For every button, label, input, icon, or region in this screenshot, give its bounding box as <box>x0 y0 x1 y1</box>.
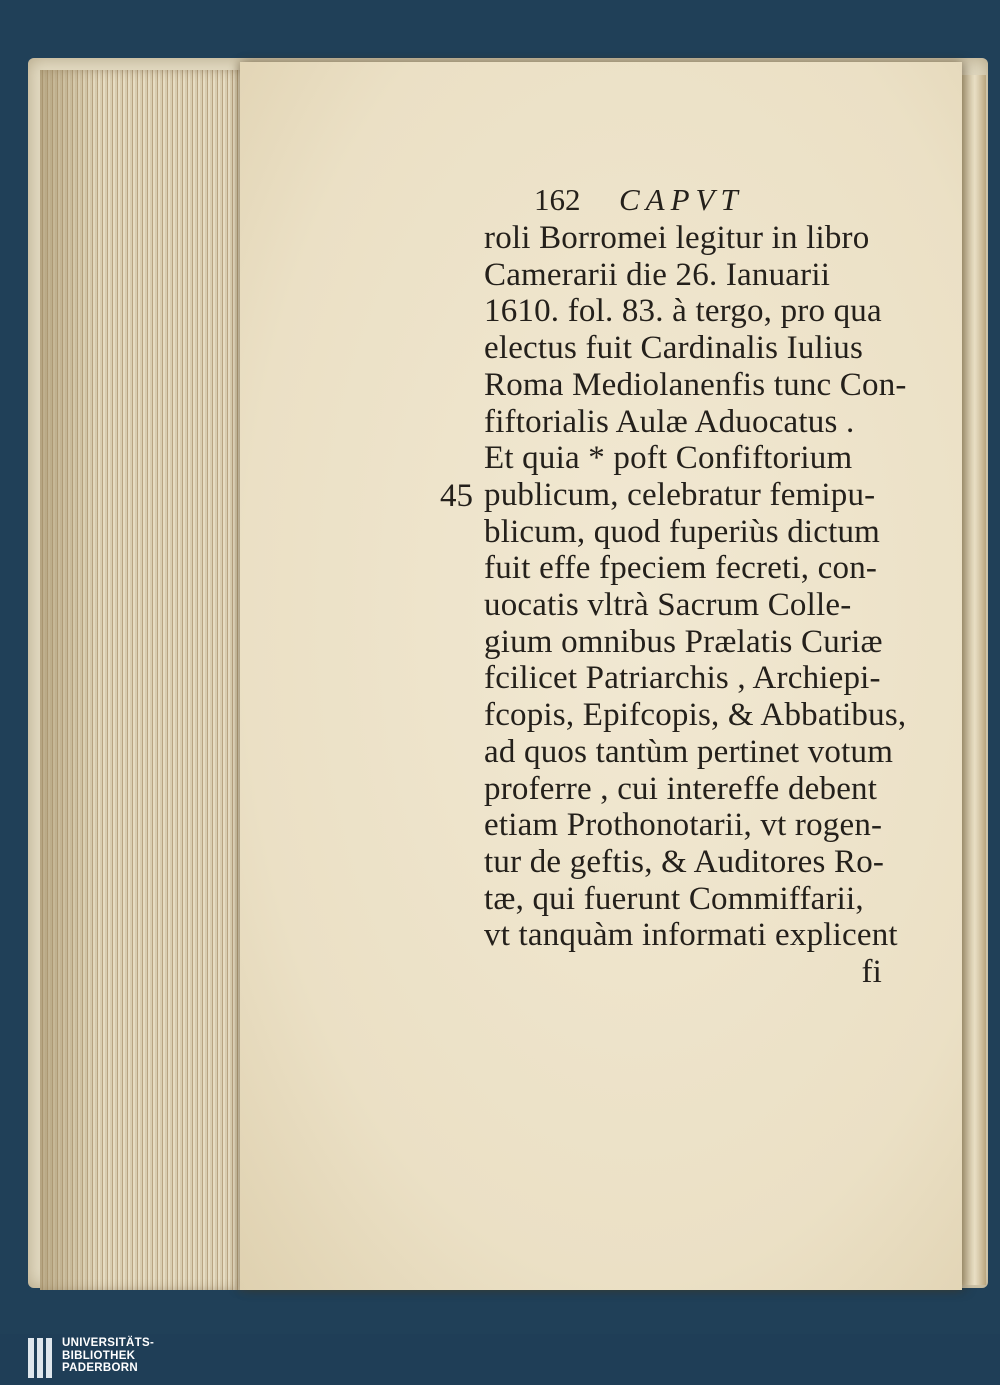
text-line: Roma Mediolanenfis tunc Con- <box>484 366 907 403</box>
catchword: fi <box>861 954 882 991</box>
text-line: fuit effe fpeciem fecreti, con- <box>484 550 878 587</box>
text-block <box>484 182 934 991</box>
text-line: fcopis, Epifcopis, & Abbatibus, <box>484 697 907 734</box>
library-name-line: BIBLIOTHEK <box>62 1349 136 1362</box>
text-line: publicum, celebratur femipu- <box>484 476 876 513</box>
text-line: uocatis vltrà Sacrum Colle- <box>484 587 852 624</box>
library-name <box>62 1337 154 1375</box>
page-number: 162 <box>534 182 581 217</box>
library-name-line: UNIVERSITÄTS- <box>62 1337 155 1349</box>
running-head: CAPVT <box>619 182 744 217</box>
text-line: roli Borromei legitur in libro <box>484 220 870 256</box>
text-line: gium omnibus Prælatis Curiæ <box>484 623 883 660</box>
margin-number: 45 <box>440 478 473 514</box>
text-line: tur de geftis, & Auditores Ro- <box>484 843 885 880</box>
library-name-line: PADERBORN <box>62 1362 138 1374</box>
right-page-edge <box>958 75 986 1285</box>
text-line: tæ, qui fuerunt Commiffarii, <box>484 880 864 917</box>
text-line: Camerarii die 26. Ianuarii <box>484 256 831 293</box>
text-line: etiam Prothonotarii, vt rogen- <box>484 807 883 844</box>
text-line: electus fuit Cardinalis Iulius <box>484 330 864 367</box>
text-line: 1610. fol. 83. à tergo, pro qua <box>484 293 882 330</box>
text-line: blicum, quod fuperiùs dictum <box>484 513 881 550</box>
library-logo-icon <box>28 1338 54 1378</box>
text-line: proferre , cui intereffe debent <box>484 770 878 807</box>
text-line: fiftorialis Aulæ Aduocatus . <box>484 403 855 440</box>
text-line: vt tanquàm informati explicent <box>484 917 898 954</box>
page-header <box>484 182 934 220</box>
text-line: fcilicet Patriarchis , Archiepi- <box>484 660 881 697</box>
text-line: Et quia * poft Confiftorium <box>484 440 853 477</box>
text-line: ad quos tantùm pertinet votum <box>484 733 894 770</box>
edge-shadow <box>40 70 100 1290</box>
